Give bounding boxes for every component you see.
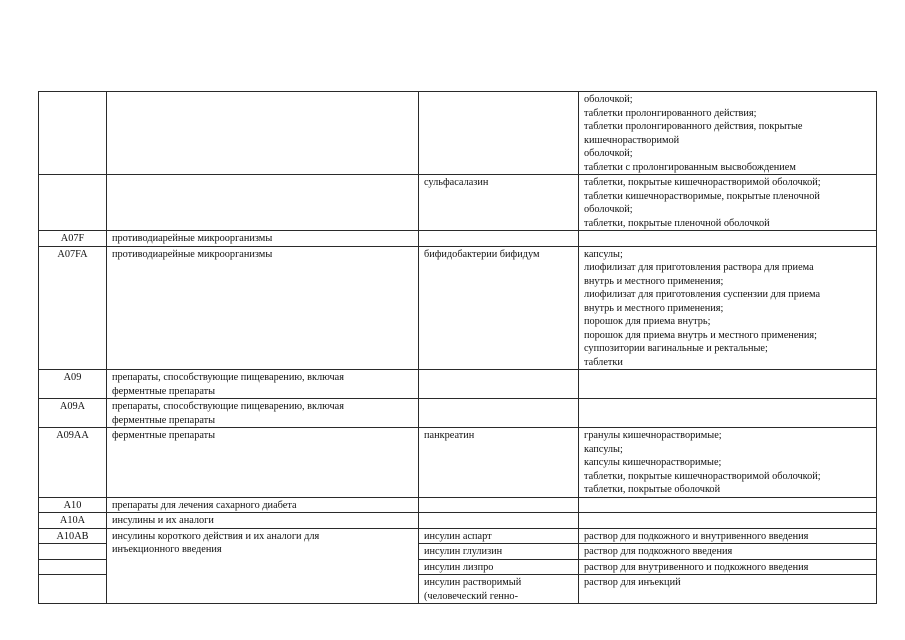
table-row (39, 370, 877, 399)
dosage-forms-cell-line: порошок для приема внутрь и местного применения; (584, 329, 817, 341)
drug-name-cell-line: (человеческий генно- (424, 590, 519, 602)
atc-code-cell (39, 92, 107, 175)
drug-name-cell-line: инсулин лизпро (424, 561, 494, 573)
atc-code-cell (39, 559, 107, 575)
atc-code-cell: A09A (39, 399, 107, 428)
group-name-cell-line: препараты для лечения сахарного диабета (112, 499, 297, 511)
group-name-cell-line: препараты, способствующие пищеварению, включая (112, 372, 344, 383)
dosage-forms-cell-line: таблетки пролонгированного действия, покрытые (584, 121, 803, 132)
drug-name-cell (419, 497, 579, 513)
table-row (39, 231, 877, 247)
atc-code-cell: A10AB (39, 528, 107, 544)
dosage-forms-cell-line: лиофилизат для приготовления раствора для приема (584, 262, 814, 273)
drug-name-cell (419, 231, 579, 247)
drug-name-cell (419, 575, 579, 604)
table-body (39, 92, 877, 604)
dosage-forms-cell-line: таблетки, покрытые кишечнорастворимой оболочкой; (584, 470, 821, 482)
group-name-cell-line: ферментные препараты (112, 414, 216, 426)
group-name-cell (107, 175, 419, 231)
group-name-cell-line: инсулины и их аналоги (112, 515, 214, 526)
drug-registry-table (38, 91, 877, 604)
atc-code-cell: A10 (39, 497, 107, 513)
dosage-forms-cell-line: таблетки пролонгированного действия; (584, 107, 757, 119)
group-name-cell-line: препараты, способствующие пищеварению, включая (112, 401, 344, 412)
dosage-forms-cell-line: раствор для внутривенного и подкожного введения (584, 561, 809, 573)
group-name-cell (107, 497, 419, 513)
drug-name-cell (419, 370, 579, 399)
group-name-cell-line: ферментные препараты (112, 385, 216, 397)
dosage-forms-cell-line: раствор для подкожного введения (584, 546, 733, 557)
group-name-cell (107, 528, 419, 604)
dosage-forms-cell (579, 428, 877, 498)
group-name-cell (107, 399, 419, 428)
group-name-cell-line: противодиарейные микроорганизмы (112, 248, 273, 260)
atc-code-cell (39, 575, 107, 604)
dosage-forms-cell (579, 231, 877, 247)
dosage-forms-cell-line: капсулы кишечнорастворимые; (584, 457, 722, 468)
drug-name-cell (419, 559, 579, 575)
group-name-cell (107, 428, 419, 498)
drug-name-cell-line: инсулин аспарт (424, 530, 492, 542)
dosage-forms-cell-line: порошок для приема внутрь; (584, 316, 711, 327)
dosage-forms-cell (579, 559, 877, 575)
atc-code-cell: A07F (39, 231, 107, 247)
atc-code-cell (39, 175, 107, 231)
dosage-forms-cell (579, 92, 877, 175)
dosage-forms-cell (579, 399, 877, 428)
group-name-cell (107, 231, 419, 247)
dosage-forms-cell (579, 175, 877, 231)
atc-code-cell (39, 544, 107, 560)
table-row (39, 175, 877, 231)
dosage-forms-cell-line: таблетки (584, 356, 623, 368)
dosage-forms-cell-line: оболочкой; (584, 204, 633, 215)
group-name-cell (107, 513, 419, 529)
group-name-cell-line: инсулины короткого действия и их аналоги для (112, 530, 320, 542)
dosage-forms-cell (579, 575, 877, 604)
table-row (39, 246, 877, 370)
dosage-forms-cell-line: раствор для подкожного и внутривенного введения (584, 530, 809, 542)
dosage-forms-cell-line: таблетки, покрытые оболочкой (584, 484, 721, 495)
group-name-cell-line: инъекционного введения (112, 544, 222, 555)
dosage-forms-cell-line: таблетки с пролонгированным высвобождением (584, 161, 796, 173)
group-name-cell (107, 92, 419, 175)
drug-name-cell (419, 92, 579, 175)
atc-code-cell: A09 (39, 370, 107, 399)
drug-name-cell (419, 528, 579, 544)
dosage-forms-cell-line: гранулы кишечнорастворимые; (584, 430, 722, 441)
table-row (39, 428, 877, 498)
drug-name-cell-line: инсулин глулизин (424, 546, 503, 557)
drug-name-cell: сульфасалазин (419, 175, 579, 231)
table-row (39, 92, 877, 175)
dosage-forms-cell-line: таблетки, покрытые пленочной оболочкой (584, 217, 770, 229)
dosage-forms-cell-line: капсулы; (584, 248, 623, 260)
group-name-cell (107, 370, 419, 399)
drug-name-cell-line: инсулин растворимый (424, 577, 522, 588)
dosage-forms-cell-line: внутрь и местного применения; (584, 275, 724, 287)
dosage-forms-cell-line: оболочкой; (584, 94, 633, 105)
group-name-cell (107, 246, 419, 370)
group-name-cell-line: ферментные препараты (112, 430, 216, 441)
dosage-forms-cell-line: кишечнорастворимой (584, 134, 680, 146)
dosage-forms-cell-line: внутрь и местного применения; (584, 302, 724, 314)
dosage-forms-cell (579, 246, 877, 370)
dosage-forms-cell-line: суппозитории вагинальные и ректальные; (584, 343, 768, 354)
dosage-forms-cell (579, 544, 877, 560)
atc-code-cell: A10A (39, 513, 107, 529)
table-row (39, 513, 877, 529)
atc-code-cell: A09AA (39, 428, 107, 498)
dosage-forms-cell-line: таблетки кишечнорастворимые, покрытые пленочной (584, 190, 820, 202)
table-row (39, 497, 877, 513)
table-row (39, 528, 877, 544)
dosage-forms-cell (579, 528, 877, 544)
drug-name-cell (419, 544, 579, 560)
atc-code-cell: A07FA (39, 246, 107, 370)
dosage-forms-cell (579, 497, 877, 513)
table-row (39, 399, 877, 428)
dosage-forms-cell (579, 370, 877, 399)
dosage-forms-cell-line: лиофилизат для приготовления суспензии для приема (584, 289, 821, 300)
dosage-forms-cell-line: капсулы; (584, 443, 623, 455)
drug-name-cell: бифидобактерии бифидум (419, 246, 579, 370)
group-name-cell-line: противодиарейные микроорганизмы (112, 233, 273, 244)
dosage-forms-cell-line: раствор для инъекций (584, 577, 681, 588)
drug-name-cell: панкреатин (419, 428, 579, 498)
dosage-forms-cell-line: таблетки, покрытые кишечнорастворимой оболочкой; (584, 177, 821, 188)
dosage-forms-cell (579, 513, 877, 529)
dosage-forms-cell-line: оболочкой; (584, 148, 633, 159)
drug-name-cell (419, 513, 579, 529)
drug-name-cell (419, 399, 579, 428)
